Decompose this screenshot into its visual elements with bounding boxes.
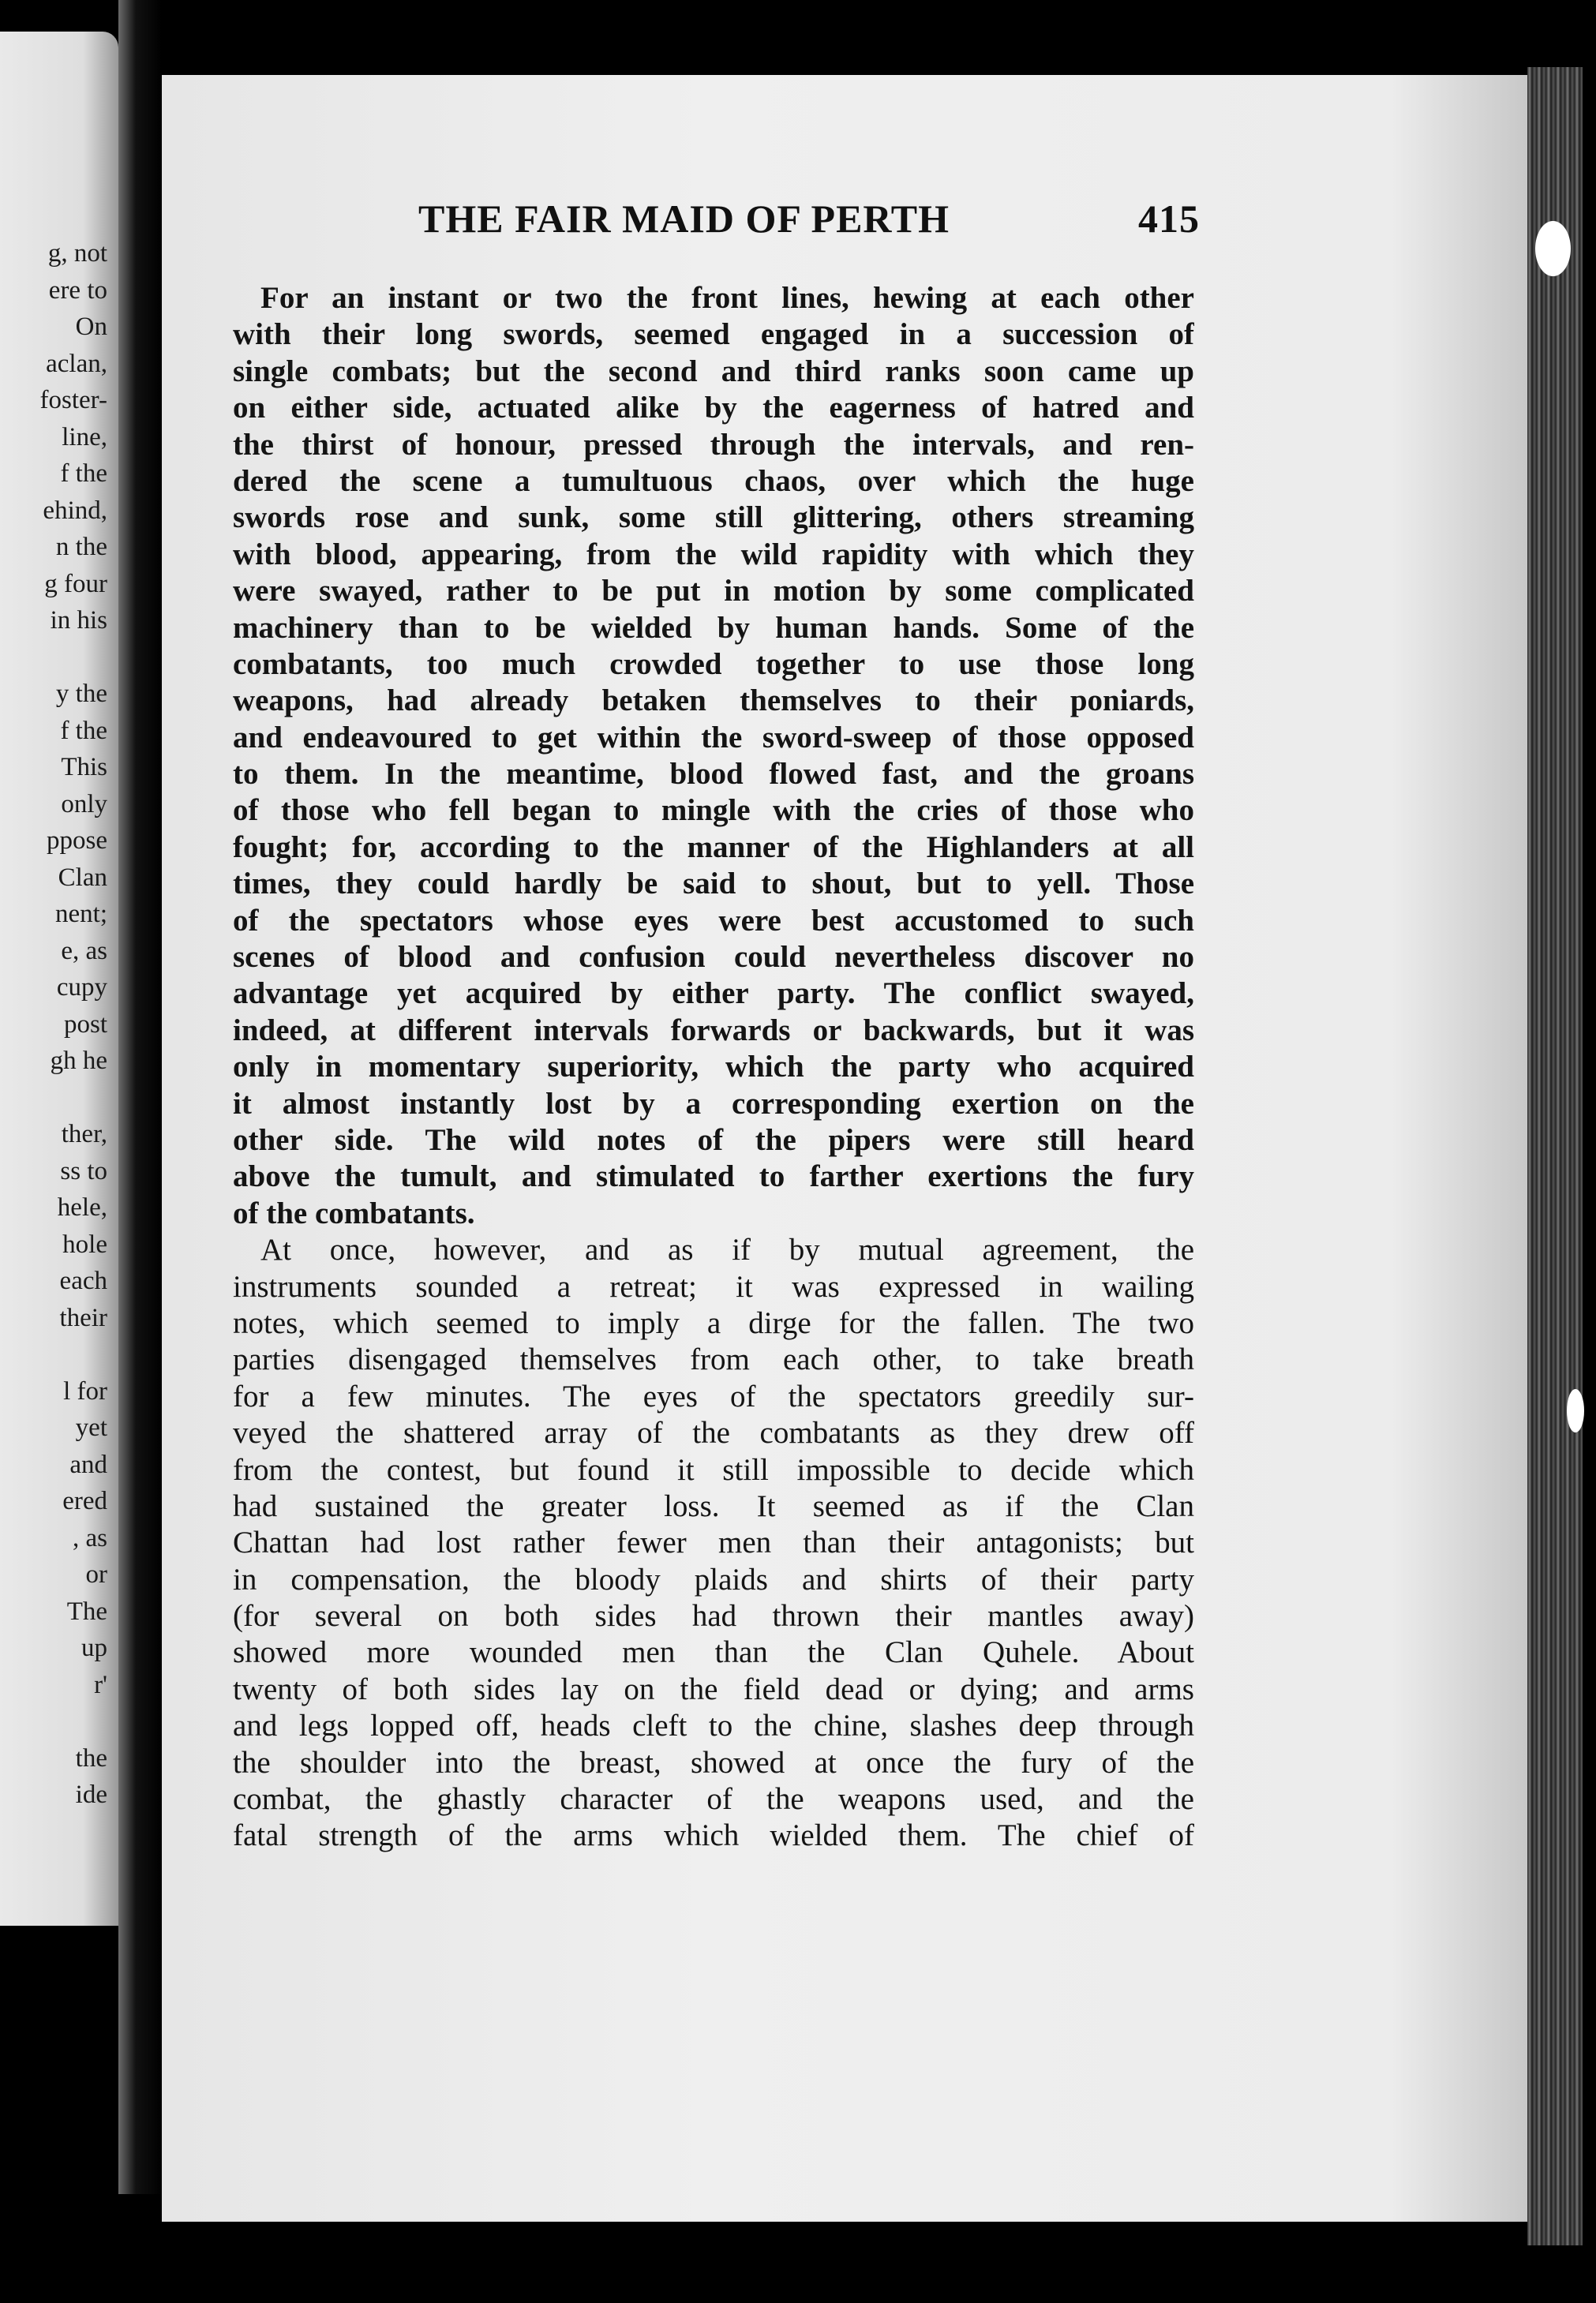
facing-page-fragment: f the (60, 459, 107, 488)
text-line: the thirst of honour, pressed through the intervals, and ren- (233, 427, 1194, 462)
text-line: swords rose and sunk, some still glittering, others streaming (233, 500, 1194, 535)
text-line: and legs lopped off, heads cleft to the chine, slashes deep through (233, 1709, 1194, 1743)
facing-page-fragment: cupy (56, 973, 107, 1002)
paper-blemish (1535, 221, 1571, 276)
facing-page-fragment: nent; (55, 900, 107, 928)
running-title: THE FAIR MAID OF PERTH (418, 197, 950, 241)
facing-page-fragment: gh he (50, 1047, 107, 1075)
text-line: with their long swords, seemed engaged in a succession of (233, 317, 1194, 352)
text-line: veyed the shattered array of the combatants as they drew off (233, 1416, 1194, 1451)
text-line: the shoulder into the breast, showed at once the fury of the (233, 1745, 1194, 1780)
text-line: had sustained the greater loss. It seemed as if the Clan (233, 1489, 1194, 1523)
facing-page-fragment: ere to (48, 275, 107, 305)
text-line: combat, the ghastly character of the weapons used, and the (233, 1782, 1194, 1817)
text-line: for a few minutes. The eyes of the spectators greedily sur- (233, 1379, 1194, 1414)
facing-page-fragment: the (75, 1743, 107, 1773)
facing-page-fragment: up (81, 1634, 107, 1662)
text-line: notes, which seemed to imply a dirge for the fallen. The two (233, 1305, 1194, 1340)
text-line: twenty of both sides lay on the field dead or dying; and arms (233, 1672, 1194, 1706)
text-line: (for several on both sides had thrown their mantles away) (233, 1599, 1194, 1634)
page-fore-edge (1527, 67, 1583, 2245)
text-line: single combats; but the second and third ranks soon came up (233, 354, 1194, 388)
body-text (233, 280, 1194, 1855)
facing-page-fragment: and (69, 1450, 107, 1479)
text-line: At once, however, and as if by mutual agreement, the (260, 1233, 1194, 1268)
facing-page-fragment: or (85, 1560, 107, 1589)
text-line: only in momentary superiority, which the party who acquired (233, 1050, 1194, 1084)
facing-page-fragment: only (61, 789, 107, 818)
facing-page-fragment: e, as (61, 936, 107, 965)
text-line: fought; for, according to the manner of the Highlanders at all (233, 829, 1194, 864)
text-line: with blood, appearing, from the wild rapidity with which they (233, 537, 1194, 571)
facing-page-fragment: , as (73, 1523, 107, 1552)
text-line: For an instant or two the front lines, hewing at each other (260, 281, 1194, 315)
facing-page-fragment: ide (75, 1781, 107, 1809)
facing-page-fragment: The (66, 1597, 107, 1626)
facing-page-fragment: l for (63, 1376, 107, 1406)
facing-page-fragment: Clan (58, 863, 107, 892)
facing-page-fragment: g, not (47, 239, 107, 268)
facing-page-fragment: n the (55, 533, 107, 561)
paragraph (233, 280, 1194, 1232)
text-line: in compensation, the bloody plaids and shirts of their party (233, 1562, 1194, 1597)
facing-page-fragment: ppose (47, 826, 107, 855)
facing-page-fragment: post (63, 1009, 107, 1039)
facing-page-fragment: This (61, 753, 107, 781)
text-line: other side. The wild notes of the pipers were still heard (233, 1122, 1194, 1157)
text-line: combatants, too much crowded together to use those long (233, 646, 1194, 681)
facing-page-fragment: ered (62, 1487, 107, 1515)
text-line: to them. In the meantime, blood flowed fast, and the groans (233, 757, 1194, 792)
facing-page-fragment: hole (62, 1230, 107, 1259)
text-line: on either side, actuated alike by the eagerness of hatred and (233, 391, 1194, 425)
text-line: times, they could hardly be said to shout, but to yell. Those (233, 867, 1194, 901)
facing-page-fragment: in his (50, 606, 107, 635)
facing-page-fragment: f the (60, 716, 107, 745)
text-line: parties disengaged themselves from each other, to take breath (233, 1342, 1194, 1377)
facing-page-fragment: yet (75, 1414, 107, 1442)
text-line: advantage yet acquired by either party. The conflict swayed, (233, 976, 1194, 1011)
facing-page-fragment: their (59, 1303, 107, 1332)
facing-page-fragment: aclan, (46, 349, 107, 378)
page-number: 415 (1138, 197, 1200, 241)
facing-page-fragment: foster- (39, 386, 107, 414)
text-line: of the spectators whose eyes were best accustomed to such (233, 903, 1194, 938)
text-line: dered the scene a tumultuous chaos, over which the huge (233, 463, 1194, 498)
facing-page-fragment: g four (44, 569, 107, 598)
paper-blemish (1567, 1389, 1584, 1432)
text-line: instruments sounded a retreat; it was expressed in wailing (233, 1269, 1194, 1304)
facing-page-fragment: ehind, (43, 496, 107, 525)
facing-page-fragment: line, (62, 422, 107, 451)
text-line: it almost instantly lost by a corresponding exertion on the (233, 1086, 1194, 1121)
text-line: showed more wounded men than the Clan Quhele. About (233, 1635, 1194, 1670)
text-line: of the combatants. (233, 1196, 475, 1230)
text-line: and endeavoured to get within the sword-sweep of those opposed (233, 720, 1194, 755)
facing-page-fragment: On (75, 313, 107, 341)
text-line: indeed, at different intervals forwards or backwards, but it was (233, 1013, 1194, 1047)
text-line: scenes of blood and confusion could nevertheless discover no (233, 940, 1194, 975)
text-line: were swayed, rather to be put in motion by some complicated (233, 574, 1194, 609)
text-line: of those who fell began to mingle with the cries of those who (233, 793, 1194, 828)
text-line: weapons, had already betaken themselves to their poniards, (233, 683, 1194, 718)
facing-page-fragment: each (59, 1267, 107, 1295)
paragraph (233, 1232, 1194, 1855)
book-gutter (118, 0, 162, 2194)
text-line: from the contest, but found it still impossible to decide which (233, 1452, 1194, 1487)
text-line: above the tumult, and stimulated to farther exertions the fury (233, 1159, 1194, 1194)
facing-page (0, 32, 118, 1926)
facing-page-fragment: y the (55, 680, 107, 708)
facing-page-fragment: ss to (60, 1156, 107, 1185)
text-line: fatal strength of the arms which wielded them. The chief of (233, 1818, 1194, 1853)
facing-page-fragment: ther, (61, 1120, 107, 1148)
facing-page-fragment: r' (94, 1670, 107, 1699)
text-line: Chattan had lost rather fewer men than their antagonists; but (233, 1526, 1194, 1560)
text-line: machinery than to be wielded by human hands. Some of the (233, 610, 1194, 645)
facing-page-fragment: hele, (57, 1193, 107, 1222)
